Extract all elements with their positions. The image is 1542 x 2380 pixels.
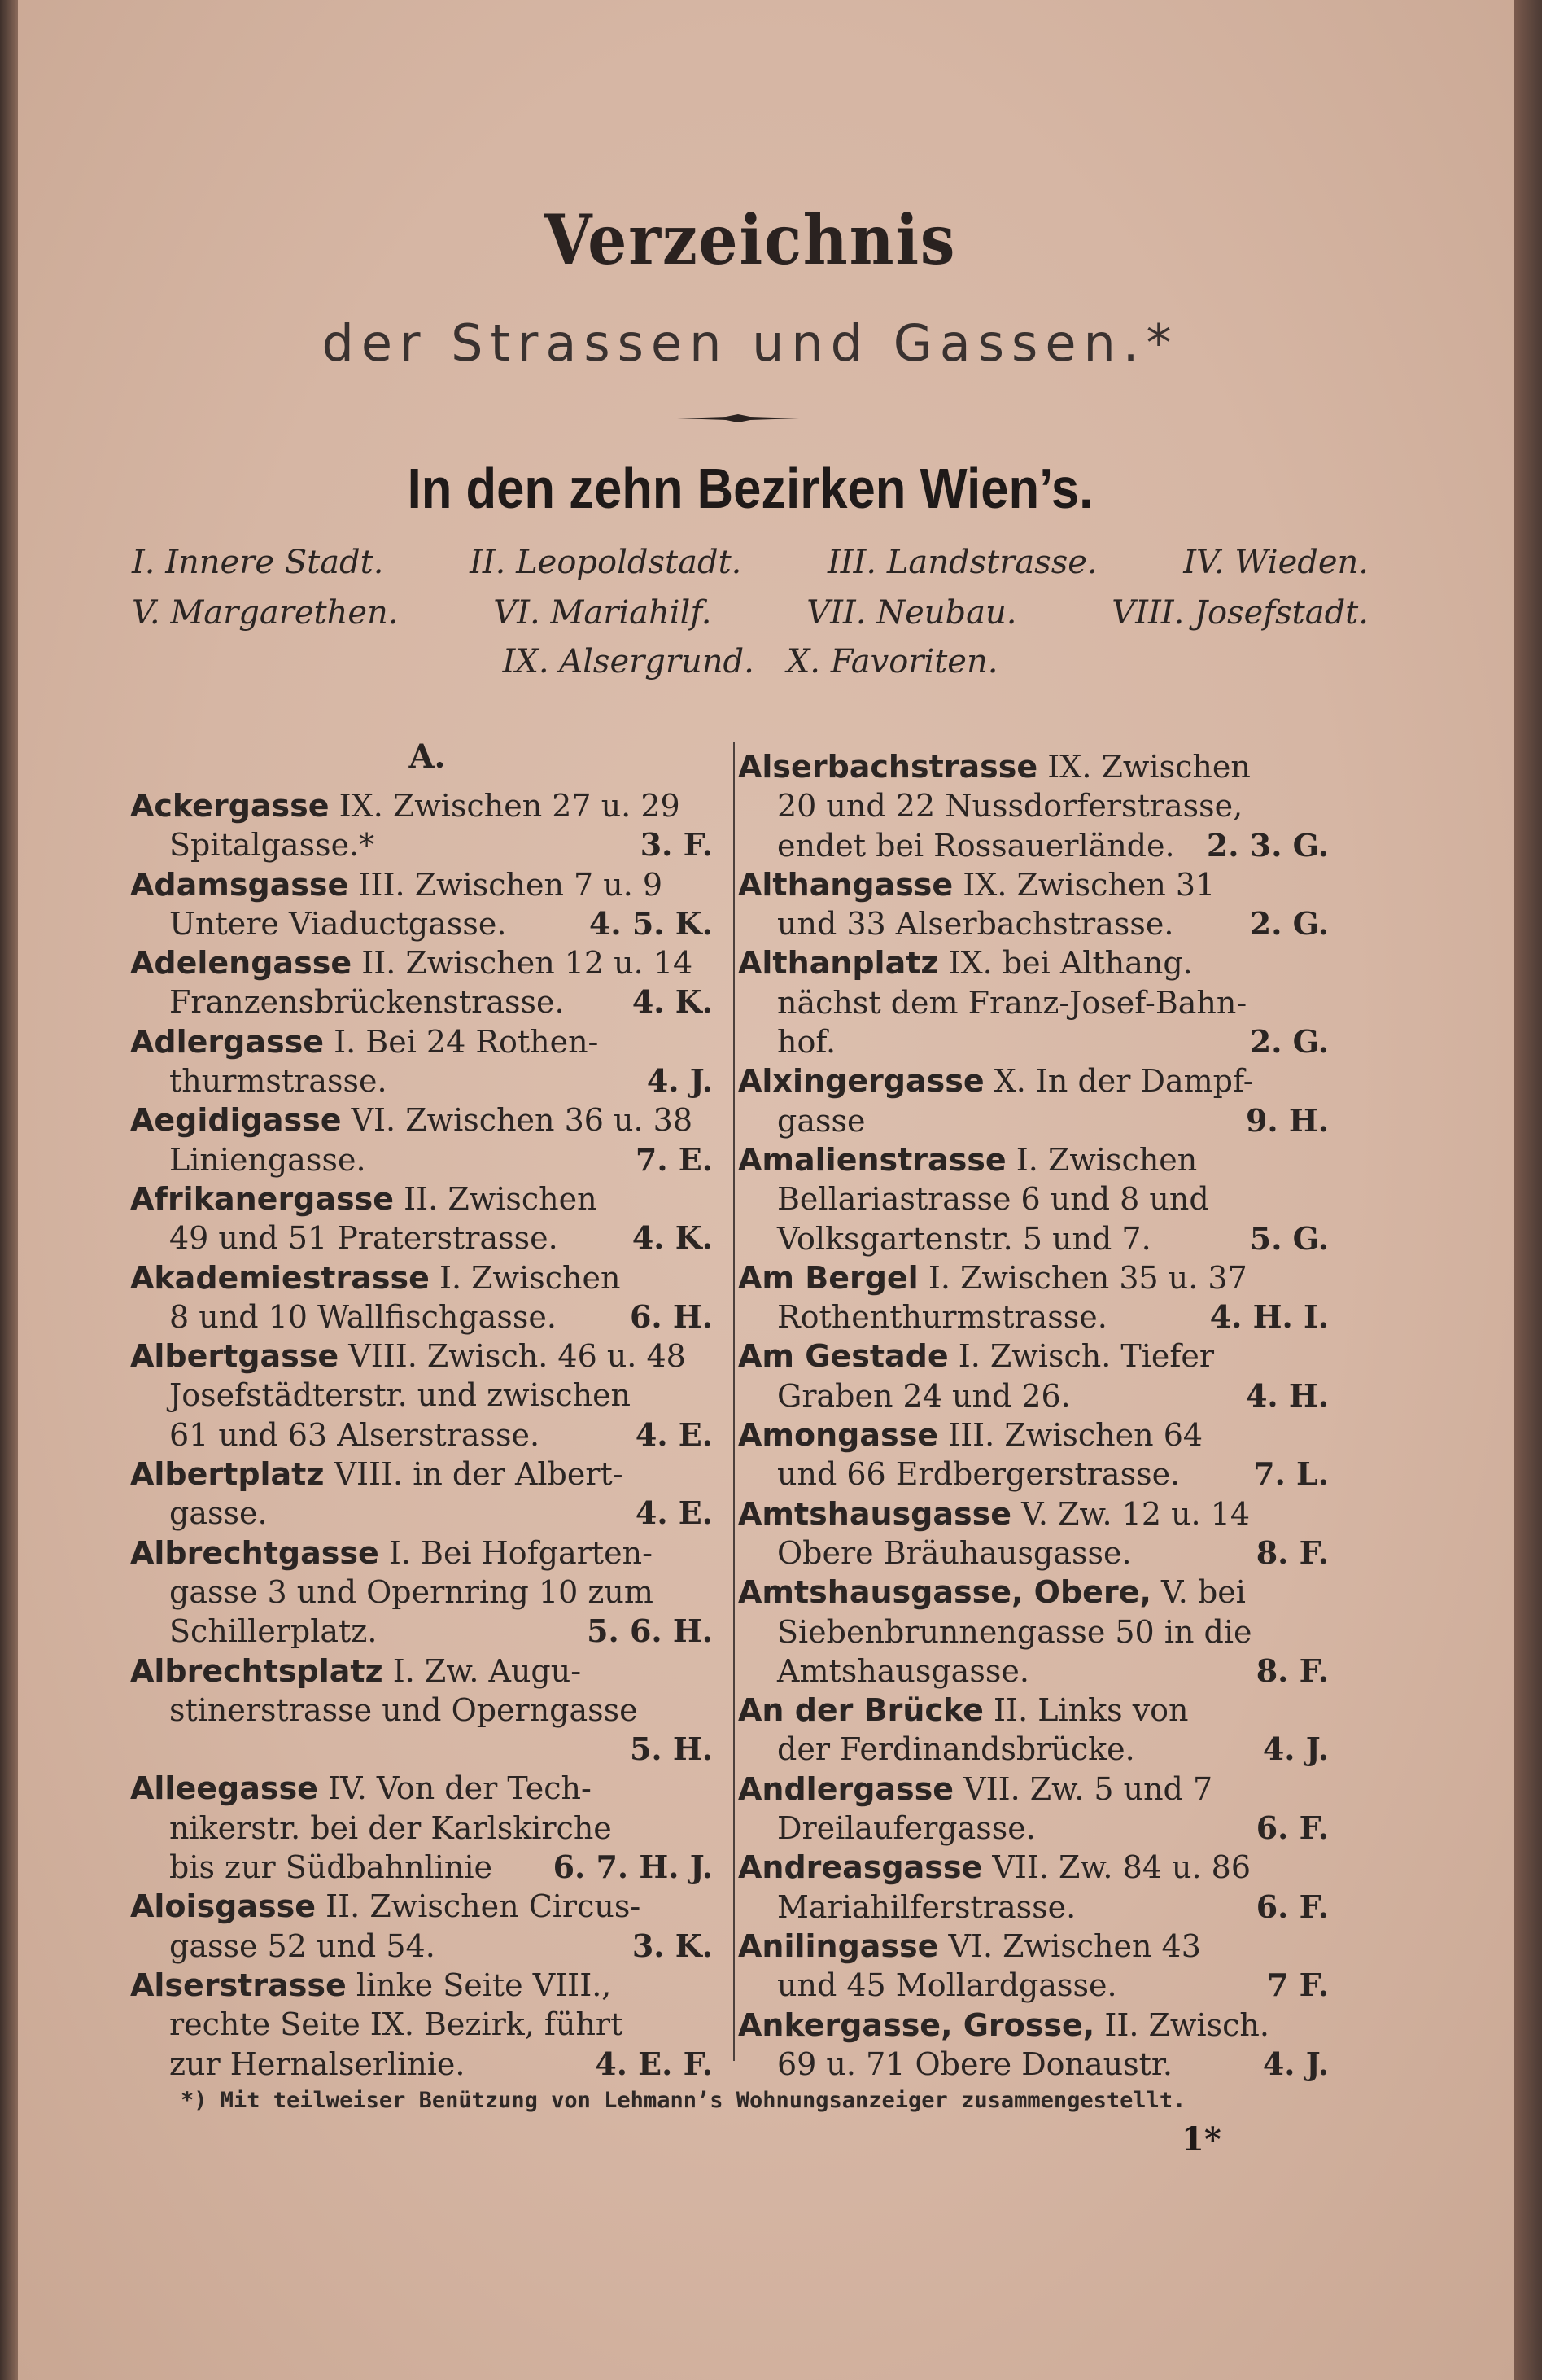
street-name: Amongasse	[738, 1417, 939, 1454]
street-description: 49 und 51 Praterstrasse.	[169, 1220, 558, 1257]
street-description: I. Zwischen	[439, 1259, 621, 1296]
street-entry	[738, 1494, 1340, 1573]
street-entry	[738, 1691, 1340, 1770]
street-description: thurmstrasse.	[169, 1063, 387, 1100]
street-description: IX. Zwischen 31	[963, 866, 1216, 903]
street-description: Franzensbrückenstrasse.	[169, 984, 565, 1021]
street-entry	[130, 1769, 724, 1887]
entry-first-line	[738, 865, 1340, 904]
map-reference: 7. L.	[1253, 1455, 1329, 1493]
map-reference: 4. K.	[631, 983, 713, 1021]
street-description: VII. Zw. 84 u. 86	[992, 1849, 1252, 1886]
street-description: V. Zw. 12 u. 14	[1021, 1495, 1251, 1532]
street-description: I. Bei 24 Rothen-	[334, 1023, 599, 1060]
entry-continuation-line	[738, 1612, 1340, 1652]
street-description: IV. Von der Tech-	[327, 1770, 592, 1807]
entry-continuation-line	[738, 1376, 1340, 1415]
entry-first-line	[738, 1927, 1340, 1966]
entry-continuation-line	[738, 1809, 1340, 1848]
entry-continuation-line	[130, 1809, 724, 1848]
district-label: VIII. Josefstadt.	[1112, 594, 1369, 632]
street-entry	[130, 943, 724, 1022]
street-description: 20 und 22 Nussdorferstrasse,	[777, 788, 1243, 825]
street-name: Amtshausgasse	[738, 1495, 1012, 1532]
entry-continuation-line	[130, 1494, 724, 1533]
street-entry	[738, 2006, 1340, 2085]
street-description: IX. bei Althang.	[948, 945, 1193, 982]
street-description: 8 und 10 Wallfischgasse.	[169, 1298, 557, 1335]
entry-continuation-line	[738, 904, 1340, 943]
entry-continuation-line	[738, 1966, 1340, 2005]
street-name: Alserstrasse	[130, 1967, 347, 2003]
page-subtitle: der Strassen und Gassen.*	[321, 313, 1179, 373]
street-description: Liniengasse.	[169, 1141, 366, 1178]
street-name: Alserbachstrasse	[738, 749, 1038, 785]
street-description: I. Zwischen	[1016, 1141, 1198, 1178]
street-description: Schillerplatz.	[169, 1613, 378, 1650]
map-reference: 5. 6. H.	[587, 1612, 713, 1650]
street-name: Althangasse	[738, 866, 954, 903]
entry-continuation-line	[738, 1888, 1340, 1927]
entry-first-line	[130, 1966, 724, 2005]
street-name: Andlergasse	[738, 1770, 954, 1807]
entry-continuation-line	[130, 1927, 724, 1966]
street-description: und 66 Erdbergerstrasse.	[777, 1456, 1181, 1493]
street-description: Amtshausgasse.	[777, 1652, 1029, 1689]
entry-first-line	[130, 943, 724, 982]
entry-continuation-line	[130, 982, 724, 1022]
street-entry	[130, 1258, 724, 1337]
district-label: I. Innere Stadt.	[132, 544, 384, 581]
street-description: stinerstrasse und Operngasse	[169, 1691, 638, 1728]
entry-continuation-line	[130, 1061, 724, 1100]
street-description: gasse 52 und 54.	[169, 1927, 435, 1964]
map-reference: 4. J.	[1262, 1730, 1329, 1768]
map-reference: 3. K.	[631, 1927, 713, 1964]
street-description: endet bei Rossauerlände.	[777, 827, 1175, 864]
street-description: Spitalgasse.*	[169, 827, 375, 864]
district-label: IV. Wieden.	[1183, 544, 1369, 581]
entry-first-line	[130, 1652, 724, 1691]
street-description: Mariahilferstrasse.	[777, 1888, 1077, 1925]
street-name: Aloisgasse	[130, 1888, 317, 1925]
left-column	[130, 733, 724, 2084]
map-reference: 2. G.	[1249, 1023, 1329, 1061]
section-letter: A.	[408, 737, 446, 776]
street-name: Anilingasse	[738, 1927, 939, 1964]
street-description: Rothenthurmstrasse.	[777, 1299, 1107, 1336]
entry-continuation-line	[130, 1415, 724, 1455]
street-description: Bellariastrasse 6 und 8 und	[777, 1181, 1209, 1218]
street-entry	[130, 1337, 724, 1455]
entry-first-line	[738, 1848, 1340, 1887]
street-description: Siebenbrunnengasse 50 in die	[777, 1613, 1252, 1650]
street-entry	[130, 1966, 724, 2084]
street-entry	[738, 1415, 1340, 1494]
street-entry	[130, 1022, 724, 1101]
map-reference: 7 F.	[1266, 1967, 1329, 2004]
entry-continuation-line	[738, 1533, 1340, 1573]
street-description: II. Zwischen	[404, 1180, 597, 1217]
street-name: Alxingergasse	[738, 1063, 985, 1100]
street-name: Am Bergel	[738, 1259, 919, 1296]
page-left-edge	[0, 0, 18, 2380]
column-divider	[733, 742, 735, 2061]
street-description: der Ferdinandsbrücke.	[777, 1731, 1135, 1768]
street-name: Andreasgasse	[738, 1849, 983, 1886]
map-reference: 4. H. I.	[1209, 1298, 1329, 1336]
street-description: nikerstr. bei der Karlskirche	[169, 1809, 612, 1846]
street-description: VI. Zwischen 36 u. 38	[351, 1102, 693, 1139]
entry-continuation-line	[738, 1455, 1340, 1494]
street-entry	[130, 1179, 724, 1258]
street-name: Albrechtgasse	[130, 1534, 379, 1571]
entry-continuation-line	[738, 983, 1340, 1022]
street-name: Ackergasse	[130, 788, 330, 824]
entry-first-line	[130, 1100, 724, 1140]
entry-continuation-line	[130, 2045, 724, 2084]
district-label: II. Leopoldstadt.	[470, 544, 742, 581]
entry-first-line	[738, 1494, 1340, 1533]
street-description: III. Zwischen 7 u. 9	[358, 866, 663, 903]
map-reference: 2. 3. G.	[1206, 826, 1329, 864]
street-description: nächst dem Franz-Josef-Bahn-	[777, 984, 1247, 1021]
street-name: Amtshausgasse, Obere,	[738, 1574, 1151, 1611]
map-reference: 4. E. F.	[595, 2045, 713, 2082]
street-description: linke Seite VIII.,	[356, 1967, 612, 2003]
entry-first-line	[738, 1573, 1340, 1612]
entry-continuation-line	[738, 1101, 1340, 1140]
entry-first-line	[738, 1258, 1340, 1297]
street-description: Obere Bräuhausgasse.	[777, 1534, 1132, 1571]
entry-first-line	[130, 865, 724, 904]
street-entry	[738, 747, 1340, 865]
street-description: X. In der Dampf-	[994, 1063, 1254, 1100]
street-description: VIII. Zwisch. 46 u. 48	[348, 1338, 686, 1375]
entry-first-line	[130, 1533, 724, 1573]
street-entry	[738, 943, 1340, 1061]
entry-continuation-line	[130, 825, 724, 864]
street-description: 61 und 63 Alserstrasse.	[169, 1416, 540, 1453]
street-name: Albertgasse	[130, 1338, 339, 1375]
street-description: VI. Zwischen 43	[948, 1927, 1201, 1964]
entry-continuation-line	[738, 1297, 1340, 1337]
district-label: VI. Mariahilf.	[493, 594, 712, 632]
map-reference: 4. K.	[631, 1219, 713, 1257]
entry-continuation-line	[738, 1179, 1340, 1218]
map-reference: 7. E.	[635, 1140, 713, 1178]
entry-continuation-line	[130, 1612, 724, 1651]
street-description: I. Zwisch. Tiefer	[958, 1338, 1215, 1375]
map-reference: 6. F.	[1256, 1888, 1329, 1925]
street-entry	[738, 1061, 1340, 1140]
district-label: VII. Neubau.	[806, 594, 1017, 632]
page-number: 1*	[1182, 2120, 1221, 2159]
street-entry	[130, 1533, 724, 1652]
map-reference: 4. E.	[635, 1494, 713, 1532]
street-name: Albrechtsplatz	[130, 1652, 383, 1689]
district-row-1	[132, 544, 1369, 581]
street-entry	[738, 1140, 1340, 1258]
street-entry	[738, 1770, 1340, 1848]
street-description: V. bei	[1161, 1574, 1246, 1611]
footnote: *) Mit teilweiser Benützung von Lehmann’s Wohnungsanzeiger zusammengestellt.	[181, 2088, 1186, 2113]
street-description: 69 u. 71 Obere Donaustr.	[777, 2045, 1173, 2082]
map-reference: 4. J.	[1262, 2045, 1329, 2082]
street-description: gasse	[777, 1102, 866, 1139]
street-entry	[130, 786, 724, 865]
entry-first-line	[738, 1337, 1340, 1376]
map-reference: 6. H.	[629, 1297, 713, 1335]
entry-first-line	[738, 1415, 1340, 1455]
entry-first-line	[130, 1769, 724, 1808]
right-column	[738, 747, 1340, 2084]
street-description: IX. Zwischen	[1047, 749, 1251, 785]
street-name: Afrikanergasse	[130, 1180, 395, 1217]
street-name: Adelengasse	[130, 945, 352, 982]
street-description: II. Zwischen Circus-	[325, 1888, 641, 1925]
entry-continuation-line	[130, 1573, 724, 1612]
map-reference: 5. G.	[1249, 1219, 1329, 1257]
street-description: II. Zwischen 12 u. 14	[361, 945, 693, 982]
street-description: zur Hernalserlinie.	[169, 2045, 465, 2082]
street-description: gasse.	[169, 1495, 268, 1532]
map-reference: 2. G.	[1249, 905, 1329, 943]
entry-first-line	[738, 1140, 1340, 1179]
district-row-2	[132, 594, 1369, 632]
street-entry	[130, 1100, 724, 1179]
entry-continuation-line	[130, 1297, 724, 1337]
district-row-3	[132, 643, 1369, 680]
entry-first-line	[738, 747, 1340, 786]
street-name: Ankergasse, Grosse,	[738, 2006, 1095, 2043]
entry-first-line	[130, 786, 724, 825]
entry-continuation-line	[130, 1140, 724, 1179]
street-entry	[738, 1848, 1340, 1927]
map-reference: 5. H.	[629, 1730, 713, 1768]
entry-continuation-line	[738, 1652, 1340, 1691]
street-description: II. Zwisch.	[1104, 2006, 1269, 2043]
street-name: Amalienstrasse	[738, 1141, 1007, 1178]
street-description: Graben 24 und 26.	[777, 1377, 1071, 1414]
district-label: III. Landstrasse.	[827, 544, 1098, 581]
section-heading: In den zehn Bezirken Wien’s.	[407, 457, 1094, 520]
map-reference: 4. J.	[646, 1062, 713, 1100]
district-label: X. Favoriten.	[786, 643, 998, 680]
street-name: Althanplatz	[738, 945, 939, 982]
street-description: II. Links von	[994, 1692, 1189, 1729]
street-description: I. Zwischen 35 u. 37	[928, 1259, 1247, 1296]
page	[18, 0, 1515, 2380]
entry-continuation-line	[738, 1022, 1340, 1061]
street-description: I. Bei Hofgarten-	[388, 1534, 653, 1571]
street-entry	[738, 1927, 1340, 2006]
entry-continuation-line	[130, 1691, 724, 1730]
street-entry	[130, 1652, 724, 1770]
entry-first-line	[130, 1887, 724, 1926]
page-right-edge	[1514, 0, 1542, 2380]
street-name: Am Gestade	[738, 1338, 949, 1375]
entry-continuation-line	[738, 786, 1340, 825]
entry-continuation-line	[130, 904, 724, 943]
entry-continuation-line	[130, 1848, 724, 1887]
street-name: Alleegasse	[130, 1770, 318, 1807]
entry-continuation-line	[738, 2045, 1340, 2084]
street-description: Josefstädterstr. und zwischen	[169, 1377, 631, 1414]
page-title: Verzeichnis	[544, 199, 957, 280]
entry-first-line	[738, 943, 1340, 982]
street-description: und 45 Mollardgasse.	[777, 1967, 1117, 2004]
street-description: VIII. in der Albert-	[334, 1456, 623, 1493]
street-description: gasse 3 und Opernring 10 zum	[169, 1573, 653, 1610]
entry-first-line	[130, 1455, 724, 1494]
map-reference: 4. H.	[1245, 1376, 1329, 1414]
street-name: Albertplatz	[130, 1456, 325, 1493]
entry-first-line	[130, 1022, 724, 1061]
street-description: Volksgartenstr. 5 und 7.	[777, 1220, 1151, 1257]
entry-continuation-line	[130, 2005, 724, 2044]
street-description: IX. Zwischen 27 u. 29	[339, 788, 680, 824]
entry-first-line	[130, 1179, 724, 1218]
entry-first-line	[738, 1770, 1340, 1809]
entry-continuation-line	[738, 1219, 1340, 1258]
map-reference: 6. F.	[1256, 1809, 1329, 1847]
street-entry	[738, 1337, 1340, 1415]
street-entry	[738, 1258, 1340, 1337]
ornament-divider	[677, 413, 799, 423]
street-description: Untere Viaductgasse.	[169, 905, 507, 942]
street-name: Adamsgasse	[130, 866, 349, 903]
entry-first-line	[130, 1337, 724, 1376]
street-description: und 33 Alserbachstrasse.	[777, 906, 1174, 943]
street-description: III. Zwischen 64	[948, 1417, 1203, 1454]
entry-continuation-line	[130, 1218, 724, 1258]
entry-first-line	[738, 1691, 1340, 1730]
map-reference: 4. E.	[635, 1415, 713, 1453]
street-entry	[738, 1573, 1340, 1691]
entry-continuation-line	[738, 1730, 1340, 1769]
entry-continuation-line	[130, 1376, 724, 1415]
map-reference: 6. 7. H. J.	[553, 1848, 713, 1886]
street-name: An der Brücke	[738, 1692, 984, 1729]
district-label: IX. Alsergrund.	[502, 643, 754, 680]
entry-first-line	[738, 2006, 1340, 2045]
entry-continuation-line	[738, 826, 1340, 865]
map-reference: 4. 5. K.	[588, 904, 713, 942]
street-description: Dreilaufergasse.	[777, 1810, 1036, 1847]
street-description: I. Zw. Augu-	[392, 1652, 582, 1689]
street-entry	[130, 1455, 724, 1533]
street-name: Aegidigasse	[130, 1102, 342, 1139]
map-reference: 8. F.	[1256, 1652, 1329, 1689]
street-description: hof.	[777, 1024, 837, 1061]
map-reference: 9. H.	[1245, 1101, 1329, 1139]
street-description: VII. Zw. 5 und 7	[963, 1770, 1213, 1807]
street-name: Akademiestrasse	[130, 1259, 430, 1296]
entry-first-line	[738, 1061, 1340, 1100]
street-name: Adlergasse	[130, 1023, 325, 1060]
district-label: V. Margarethen.	[132, 594, 399, 632]
street-description: bis zur Südbahnlinie	[169, 1849, 492, 1886]
street-entry	[738, 865, 1340, 944]
entry-first-line	[130, 1258, 724, 1297]
street-entry	[130, 1887, 724, 1966]
street-entry	[130, 865, 724, 944]
map-reference: 8. F.	[1256, 1533, 1329, 1571]
entry-reference-line	[130, 1730, 724, 1769]
street-description: rechte Seite IX. Bezirk, führt	[169, 2006, 623, 2043]
map-reference: 3. F.	[640, 826, 713, 864]
